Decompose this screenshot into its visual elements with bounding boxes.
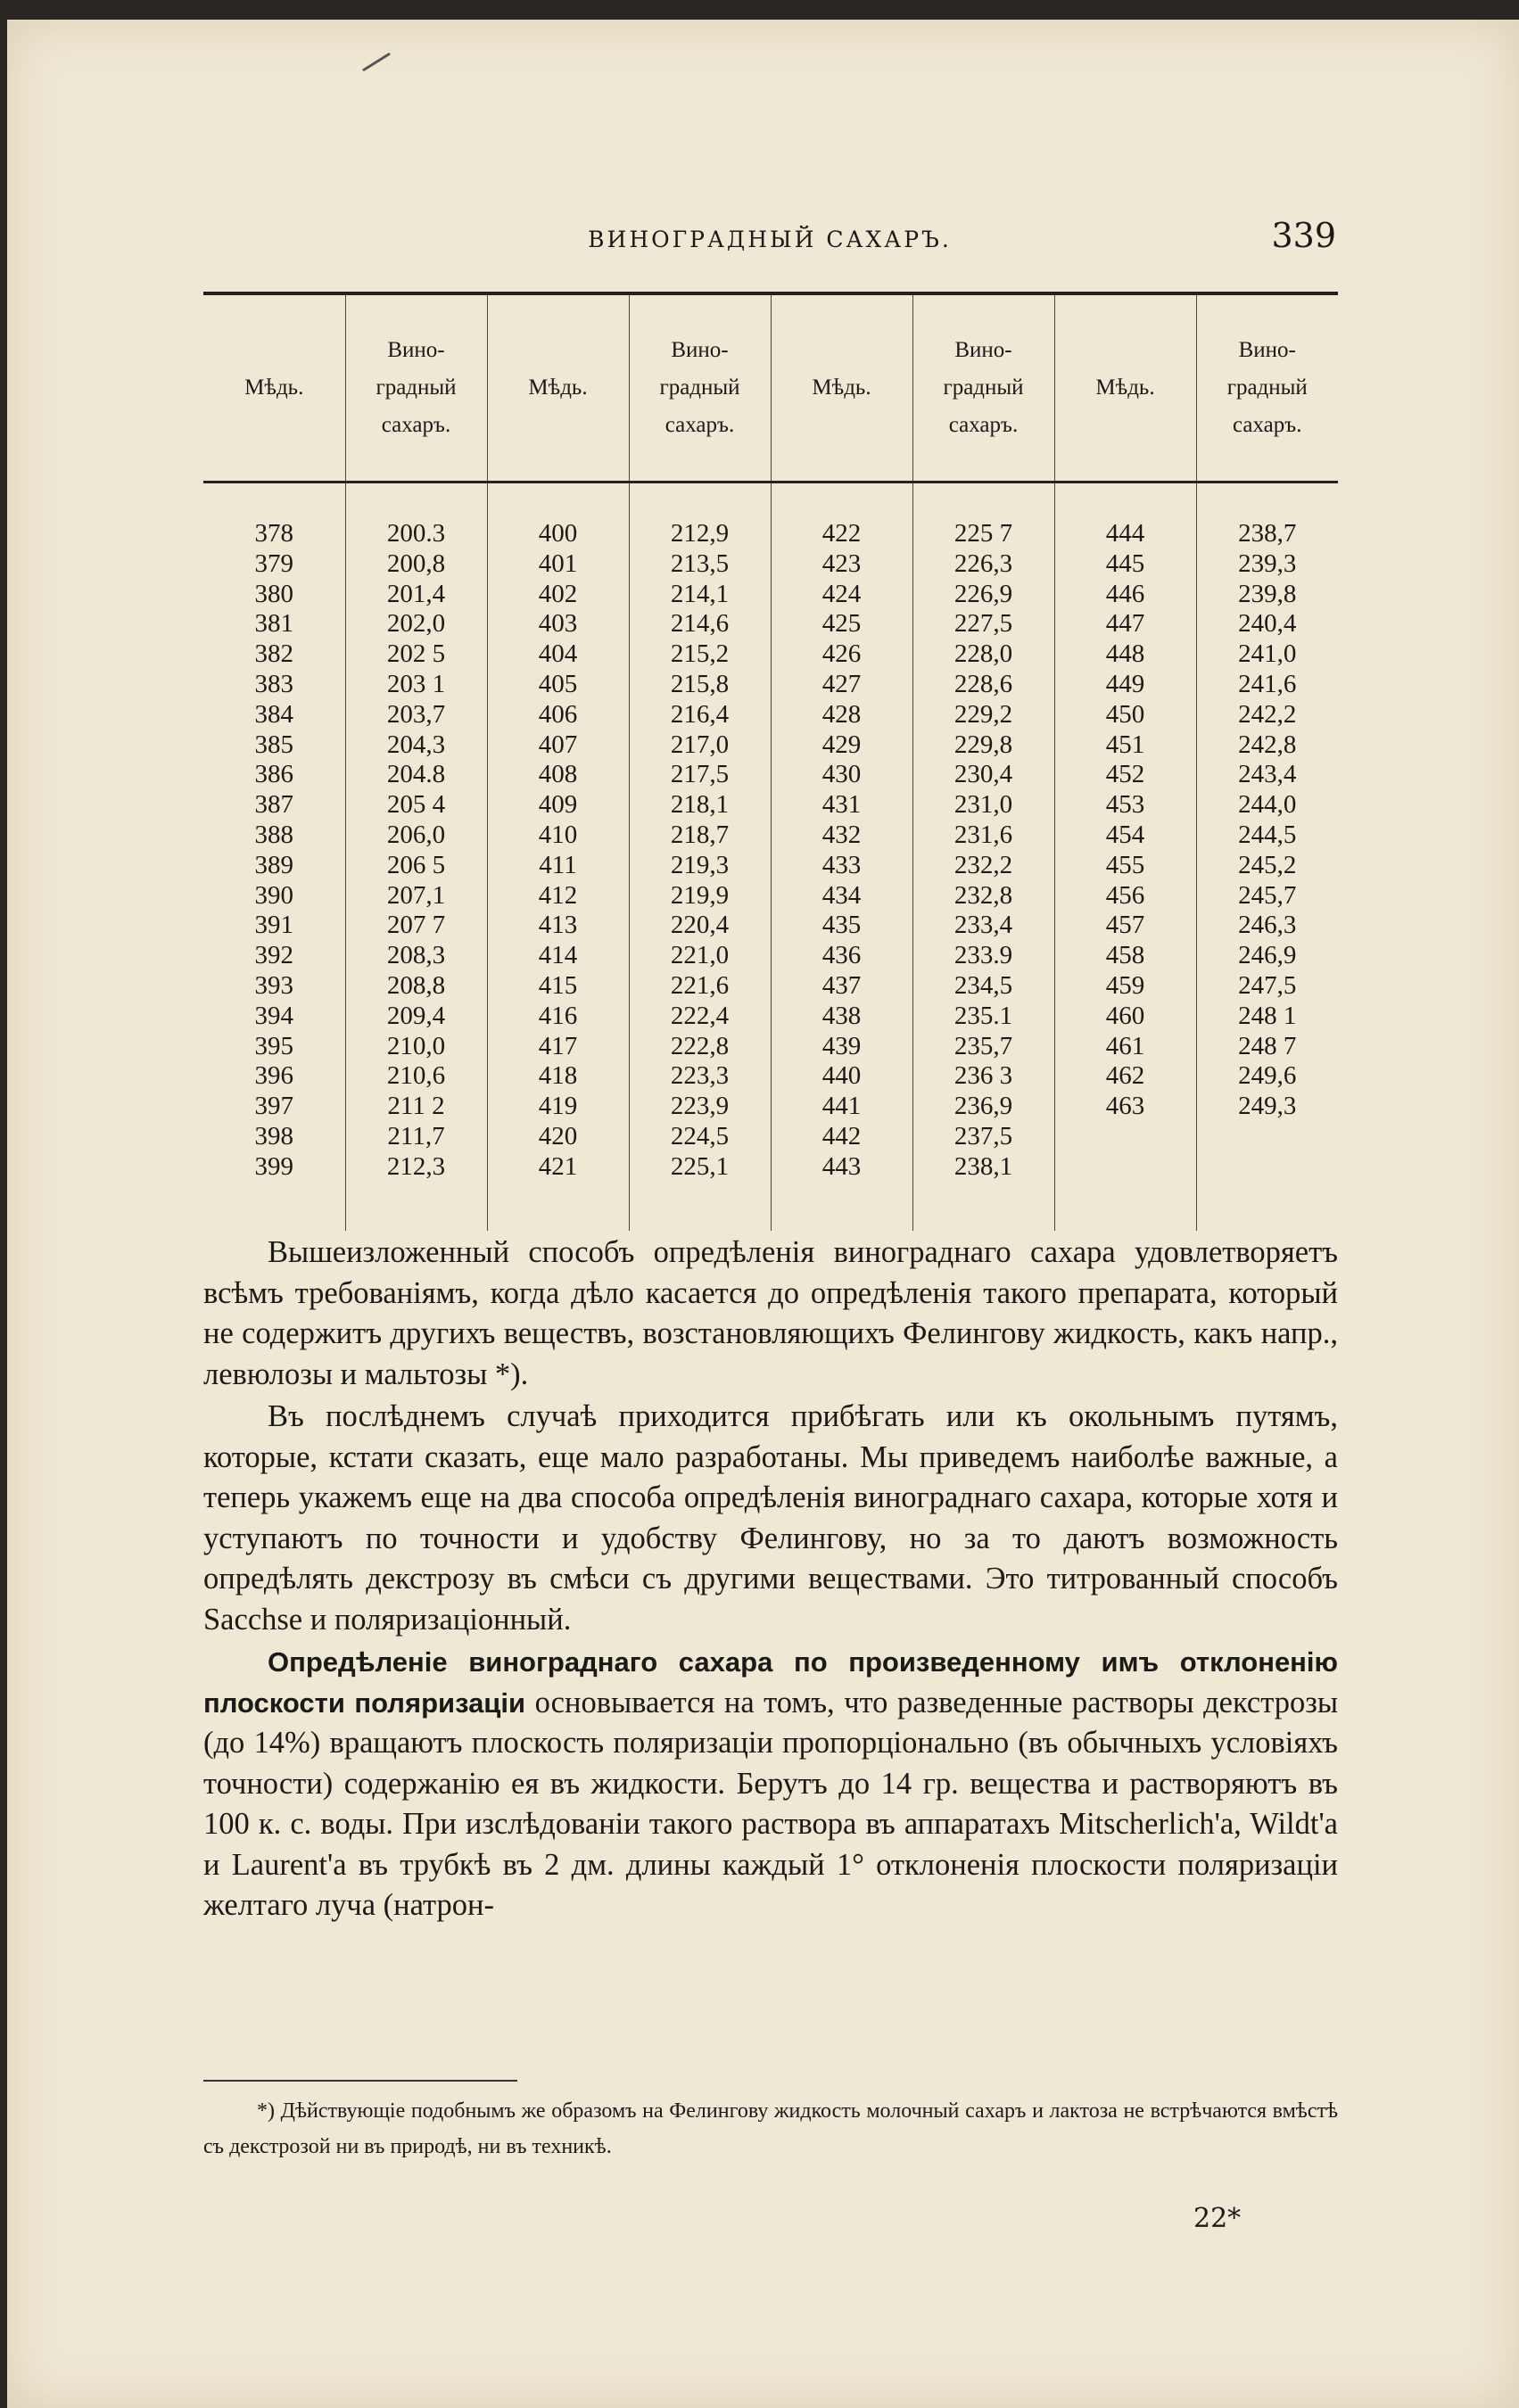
copper-cell: 440 — [771, 1061, 912, 1092]
copper-cell: 404 — [487, 639, 629, 670]
sugar-cell: 203 1 — [345, 670, 487, 700]
copper-cell: 424 — [771, 580, 912, 610]
copper-cell: 430 — [771, 760, 912, 790]
copper-cell: 405 — [487, 670, 629, 700]
sugar-cell: 207 7 — [345, 911, 487, 941]
sugar-cell — [1196, 1122, 1338, 1152]
sugar-cell: 221,0 — [629, 941, 771, 971]
copper-cell: 390 — [203, 881, 345, 911]
copper-cell: 454 — [1054, 821, 1196, 851]
table-row — [203, 911, 1338, 941]
column-header-line: сахаръ. — [665, 413, 735, 437]
sugar-cell: 214,1 — [629, 580, 771, 610]
copper-cell: 384 — [203, 700, 345, 730]
copper-cell: 383 — [203, 670, 345, 700]
sugar-cell: 225,1 — [629, 1152, 771, 1231]
sugar-cell: 206 5 — [345, 851, 487, 881]
paragraph: Вышеизложенный способъ опредѣленія винограднаго сахара удовлетворяетъ всѣмъ требованіямъ, когда дѣло касается до опредѣленія такого препарата, который не содержитъ другихъ веществъ, возстановляющихъ Фелингову жидкость, какъ напр., левюлозы и мальтозы *). — [203, 1235, 1338, 1391]
table-row — [203, 482, 1338, 549]
sugar-cell: 233,4 — [912, 911, 1054, 941]
column-header — [912, 293, 1054, 482]
sugar-cell: 241,0 — [1238, 639, 1297, 669]
copper-cell: 415 — [487, 971, 629, 1002]
sugar-cell: 247,5 — [1238, 970, 1297, 1000]
copper-cell: 395 — [203, 1032, 345, 1062]
sugar-cell: 249,3 — [1238, 1092, 1297, 1121]
table-row — [203, 790, 1338, 821]
pencil-mark — [362, 53, 391, 72]
copper-cell: 403 — [487, 609, 629, 639]
sugar-cell: 210,6 — [345, 1061, 487, 1092]
sugar-cell: 246,9 — [1238, 941, 1297, 970]
column-header-line: Вино- — [1238, 338, 1296, 362]
copper-cell: 459 — [1054, 971, 1196, 1002]
paragraph-text: основывается на томъ, что разведенные растворы декстрозы (до 14%) вращаютъ плоскость поляризаціи пропорціонально (въ обычныхъ условіяхъ точности) содержанію ея въ жидкости. Берутъ до 14 гр. вещества и растворяютъ въ 100 к. с. воды. При изслѣдованіи такого раствора въ аппаратахъ Mitscherlich'a, Wildt'a и Laurent'a въ трубкѣ въ 2 дм. длины каждый 1° отклоненія плоскости поляризаціи желтаго луча (натрон- — [203, 1685, 1339, 1922]
sugar-cell: 227,5 — [912, 609, 1054, 639]
table-row — [203, 941, 1338, 971]
copper-cell: 431 — [771, 790, 912, 821]
table-row — [203, 1092, 1338, 1122]
copper-cell: 400 — [487, 482, 629, 549]
copper-cell: 426 — [771, 639, 912, 670]
column-header-line: сахаръ. — [948, 413, 1019, 437]
copper-cell: 456 — [1054, 881, 1196, 911]
sugar-cell: 200.3 — [345, 482, 487, 549]
copper-cell: 433 — [771, 851, 912, 881]
copper-cell: 460 — [1054, 1002, 1196, 1032]
sugar-cell: 219,3 — [629, 851, 771, 881]
copper-cell: 429 — [771, 730, 912, 761]
copper-cell: 458 — [1054, 941, 1196, 971]
sugar-cell: 229,2 — [912, 700, 1054, 730]
copper-cell: 457 — [1054, 911, 1196, 941]
copper-cell: 397 — [203, 1092, 345, 1122]
copper-cell: 392 — [203, 941, 345, 971]
copper-cell: 425 — [771, 609, 912, 639]
column-header — [771, 293, 912, 482]
sugar-cell: 224,5 — [629, 1122, 771, 1152]
copper-cell: 413 — [487, 911, 629, 941]
table-row — [203, 1061, 1338, 1092]
sugar-cell: 211 2 — [345, 1092, 487, 1122]
column-header-line: градный — [659, 375, 740, 400]
table-body — [203, 482, 1338, 1231]
copper-cell: 419 — [487, 1092, 629, 1122]
copper-cell: 447 — [1054, 609, 1196, 639]
copper-cell: 391 — [203, 911, 345, 941]
sugar-cell: 215,2 — [629, 639, 771, 670]
copper-cell: 399 — [203, 1152, 345, 1231]
sugar-cell: 228,6 — [912, 670, 1054, 700]
sugar-cell: 206,0 — [345, 821, 487, 851]
sugar-cell: 235.1 — [912, 1002, 1054, 1032]
copper-cell: 381 — [203, 609, 345, 639]
sugar-cell: 218,7 — [629, 821, 771, 851]
table-row — [203, 760, 1338, 790]
sugar-cell: 205 4 — [345, 790, 487, 821]
sugar-cell: 231,0 — [912, 790, 1054, 821]
sugar-cell: 223,3 — [629, 1061, 771, 1092]
sugar-cell: 248 1 — [1238, 1001, 1297, 1030]
table-row — [203, 730, 1338, 761]
sugar-cell: 245,2 — [1238, 850, 1297, 879]
column-header-line: Вино- — [671, 338, 729, 362]
copper-cell: 418 — [487, 1061, 629, 1092]
sugar-cell: 213,5 — [629, 549, 771, 580]
table-row — [203, 670, 1338, 700]
sugar-cell: 212,9 — [629, 482, 771, 549]
copper-cell: 389 — [203, 851, 345, 881]
column-header-line: Мѣдь. — [244, 375, 304, 400]
copper-cell: 462 — [1054, 1061, 1196, 1092]
sugar-cell: 208,8 — [345, 971, 487, 1002]
paragraph — [203, 1642, 1338, 1926]
table-row — [203, 971, 1338, 1002]
sugar-cell: 223,9 — [629, 1092, 771, 1122]
copper-cell: 380 — [203, 580, 345, 610]
body-text — [203, 1233, 1338, 1928]
sugar-cell: 229,8 — [912, 730, 1054, 761]
copper-cell: 401 — [487, 549, 629, 580]
copper-cell: 378 — [203, 482, 345, 549]
sugar-cell: 201,4 — [345, 580, 487, 610]
table-row — [203, 851, 1338, 881]
copper-cell: 445 — [1054, 549, 1196, 580]
copper-cell: 408 — [487, 760, 629, 790]
signature-mark: 22* — [1193, 2203, 1242, 2234]
copper-cell: 386 — [203, 760, 345, 790]
sugar-cell: 222,8 — [629, 1032, 771, 1062]
copper-cell: 402 — [487, 580, 629, 610]
copper-cell: 409 — [487, 790, 629, 821]
running-head — [203, 216, 1336, 269]
sugar-cell: 242,8 — [1238, 730, 1297, 759]
sugar-cell: 232,8 — [912, 881, 1054, 911]
copper-sugar-table — [203, 292, 1338, 1231]
column-header-line: сахаръ. — [381, 413, 451, 437]
copper-cell: 398 — [203, 1122, 345, 1152]
sugar-cell: 202 5 — [345, 639, 487, 670]
copper-cell: 453 — [1054, 790, 1196, 821]
sugar-cell: 219,9 — [629, 881, 771, 911]
copper-cell: 461 — [1054, 1032, 1196, 1062]
copper-cell: 437 — [771, 971, 912, 1002]
sugar-cell: 226,9 — [912, 580, 1054, 610]
sugar-cell: 236,9 — [912, 1092, 1054, 1122]
copper-cell: 407 — [487, 730, 629, 761]
sugar-cell: 236 3 — [912, 1061, 1054, 1092]
sugar-cell: 221,6 — [629, 971, 771, 1002]
sugar-cell: 209,4 — [345, 1002, 487, 1032]
column-header-line: градный — [943, 375, 1024, 400]
sugar-cell: 211,7 — [345, 1122, 487, 1152]
book-page — [7, 20, 1519, 2408]
sugar-cell: 207,1 — [345, 881, 487, 911]
copper-cell: 463 — [1054, 1092, 1196, 1122]
column-header — [1054, 293, 1196, 482]
column-header — [345, 293, 487, 482]
copper-cell: 450 — [1054, 700, 1196, 730]
copper-cell: 441 — [771, 1092, 912, 1122]
copper-cell: 444 — [1054, 482, 1196, 549]
copper-cell: 385 — [203, 730, 345, 761]
sugar-cell: 212,3 — [345, 1152, 487, 1231]
copper-cell: 452 — [1054, 760, 1196, 790]
copper-cell: 449 — [1054, 670, 1196, 700]
paragraph: Въ послѣднемъ случаѣ приходится прибѣгать или къ окольнымъ путямъ, которые, кстати сказать, еще мало разработаны. Мы приведемъ наиболѣе важные, а теперь укажемъ еще на два способа опредѣленія винограднаго сахара, которые хотя и уступаютъ по точности и удобству Фелингову, но за то даютъ возможность опредѣлять декстрозу въ смѣси съ другими веществами. Это титрованный способъ Sacchse и поляризаціонный. — [203, 1399, 1338, 1637]
sugar-cell: 200,8 — [345, 549, 487, 580]
sugar-cell: 244,0 — [1238, 790, 1297, 820]
copper-cell: 423 — [771, 549, 912, 580]
copper-cell: 438 — [771, 1002, 912, 1032]
copper-cell: 411 — [487, 851, 629, 881]
sugar-cell: 220,4 — [629, 911, 771, 941]
sugar-cell: 228,0 — [912, 639, 1054, 670]
sugar-cell: 204,3 — [345, 730, 487, 761]
copper-cell: 432 — [771, 821, 912, 851]
sugar-cell: 244,5 — [1238, 820, 1297, 849]
copper-cell: 406 — [487, 700, 629, 730]
column-header-line: градный — [376, 375, 457, 400]
sugar-cell: 237,5 — [912, 1122, 1054, 1152]
copper-cell: 427 — [771, 670, 912, 700]
table-row — [203, 549, 1338, 580]
table-row — [203, 1152, 1338, 1231]
sugar-cell: 233.9 — [912, 941, 1054, 971]
copper-cell: 439 — [771, 1032, 912, 1062]
sugar-cell: 226,3 — [912, 549, 1054, 580]
copper-cell: 393 — [203, 971, 345, 1002]
sugar-cell: 222,4 — [629, 1002, 771, 1032]
footnote: *) Дѣйствующіе подобнымъ же образомъ на Фелингову жидкость молочный сахаръ и лактоза не встрѣчаются вмѣстѣ съ декстрозой ни въ природѣ, ни въ техникѣ. — [203, 2099, 1338, 2158]
table-row — [203, 609, 1338, 639]
column-header — [1196, 293, 1338, 482]
sugar-cell — [1196, 1152, 1338, 1231]
sugar-cell: 204.8 — [345, 760, 487, 790]
column-header — [487, 293, 629, 482]
table-row — [203, 1122, 1338, 1152]
sugar-cell: 245,7 — [1238, 880, 1297, 910]
sugar-cell: 217,5 — [629, 760, 771, 790]
copper-cell: 455 — [1054, 851, 1196, 881]
copper-cell: 412 — [487, 881, 629, 911]
sugar-cell: 218,1 — [629, 790, 771, 821]
sugar-cell: 231,6 — [912, 821, 1054, 851]
table-row — [203, 639, 1338, 670]
copper-cell: 414 — [487, 941, 629, 971]
copper-cell: 446 — [1054, 580, 1196, 610]
sugar-cell: 210,0 — [345, 1032, 487, 1062]
column-header — [203, 293, 345, 482]
page-number: 339 — [1271, 216, 1336, 255]
sugar-cell: 203,7 — [345, 700, 487, 730]
copper-cell: 379 — [203, 549, 345, 580]
section-heading: Опредѣленіе винограднаго сахара по произведенному имъ отклоненію плоскости поляризаціи — [203, 1646, 1338, 1719]
copper-cell: 382 — [203, 639, 345, 670]
copper-cell: 388 — [203, 821, 345, 851]
copper-cell: 448 — [1054, 639, 1196, 670]
table-row — [203, 821, 1338, 851]
column-header-line: градный — [1226, 375, 1308, 400]
sugar-cell: 239,3 — [1238, 548, 1297, 578]
copper-cell: 451 — [1054, 730, 1196, 761]
copper-cell: 434 — [771, 881, 912, 911]
sugar-cell: 246,3 — [1238, 911, 1297, 940]
copper-cell: 442 — [771, 1122, 912, 1152]
sugar-cell: 232,2 — [912, 851, 1054, 881]
sugar-cell: 216,4 — [629, 700, 771, 730]
sugar-cell: 242,2 — [1238, 699, 1297, 729]
copper-cell: 417 — [487, 1032, 629, 1062]
copper-cell: 421 — [487, 1152, 629, 1231]
column-header — [629, 293, 771, 482]
sugar-cell: 208,3 — [345, 941, 487, 971]
copper-cell: 410 — [487, 821, 629, 851]
sugar-cell: 214,6 — [629, 609, 771, 639]
column-header-line: Мѣдь. — [812, 375, 871, 400]
copper-cell: 422 — [771, 482, 912, 549]
conversion-table — [203, 292, 1338, 1210]
sugar-cell: 217,0 — [629, 730, 771, 761]
copper-cell — [1054, 1122, 1196, 1152]
copper-cell: 420 — [487, 1122, 629, 1152]
column-header-line: Мѣдь. — [528, 375, 588, 400]
table-row — [203, 1032, 1338, 1062]
sugar-cell: 230,4 — [912, 760, 1054, 790]
sugar-cell: 243,4 — [1238, 760, 1297, 789]
copper-cell: 436 — [771, 941, 912, 971]
sugar-cell: 249,6 — [1238, 1061, 1297, 1091]
table-row — [203, 881, 1338, 911]
sugar-cell: 241,6 — [1238, 669, 1297, 698]
sugar-cell: 238,1 — [912, 1152, 1054, 1231]
column-header-line: Мѣдь. — [1095, 375, 1155, 400]
copper-cell: 428 — [771, 700, 912, 730]
running-title: ВИНОГРАДНЫЙ САХАРЪ. — [588, 227, 952, 252]
copper-cell: 443 — [771, 1152, 912, 1231]
table-header-row — [203, 293, 1338, 482]
footnote-rule — [203, 2080, 517, 2082]
sugar-cell: 234,5 — [912, 971, 1054, 1002]
column-header-line: Вино- — [387, 338, 445, 362]
copper-cell: 387 — [203, 790, 345, 821]
table-row — [203, 580, 1338, 610]
copper-cell: 394 — [203, 1002, 345, 1032]
sugar-cell: 202,0 — [345, 609, 487, 639]
sugar-cell: 215,8 — [629, 670, 771, 700]
column-header-line: сахаръ. — [1233, 413, 1302, 437]
sugar-cell: 235,7 — [912, 1032, 1054, 1062]
table-row — [203, 1002, 1338, 1032]
copper-cell: 416 — [487, 1002, 629, 1032]
sugar-cell: 238,7 — [1238, 519, 1297, 548]
sugar-cell: 248 7 — [1238, 1031, 1297, 1060]
copper-cell: 396 — [203, 1061, 345, 1092]
sugar-cell: 239,8 — [1238, 579, 1297, 608]
copper-cell: 435 — [771, 911, 912, 941]
copper-cell — [1054, 1152, 1196, 1231]
column-header-line: Вино- — [954, 338, 1012, 362]
sugar-cell: 225 7 — [912, 482, 1054, 549]
sugar-cell: 240,4 — [1238, 609, 1297, 639]
table-row — [203, 700, 1338, 730]
